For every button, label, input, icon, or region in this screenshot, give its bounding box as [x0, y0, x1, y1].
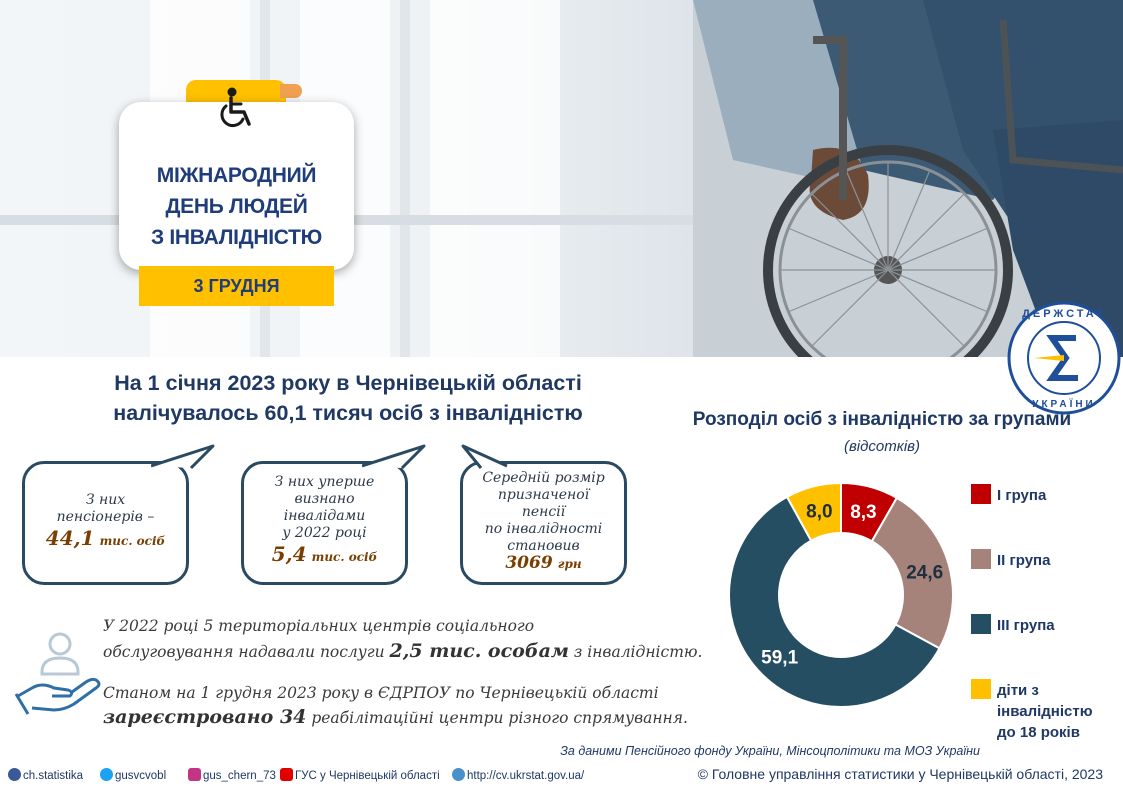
- rehab-line1: Станом на 1 грудня 2023 року в ЄДРПОУ по Чернівецькій області: [103, 684, 659, 702]
- copyright: © Головне управління статистики у Чернівецькій області, 2023: [697, 766, 1103, 782]
- twitter-link[interactable]: [100, 768, 166, 782]
- website-label: http://cv.ukrstat.gov.ua/: [467, 770, 585, 782]
- legend-label: II група: [997, 552, 1051, 569]
- centers-text: з інвалідністю.: [568, 643, 703, 661]
- window-frame: [400, 0, 410, 357]
- facebook-icon: [8, 768, 21, 781]
- rehab-value: зареєстровано 34: [103, 706, 307, 728]
- event-title-line: ДЕНЬ ЛЮДЕЙ: [165, 195, 308, 218]
- event-title-line: З ІНВАЛІДНІСТЮ: [151, 226, 322, 249]
- headline-line: На 1 січня 2023 року в Чернівецькій області: [114, 371, 582, 395]
- bubble-text: у 2022 році: [282, 525, 367, 541]
- bubble-text: З них уперше: [274, 474, 375, 490]
- youtube-link[interactable]: [280, 768, 440, 782]
- instagram-link[interactable]: [188, 768, 276, 782]
- pension-size-bubble: [460, 461, 627, 585]
- donut-slice-label: 59,1: [761, 647, 799, 669]
- wheelchair-icon: [216, 86, 258, 130]
- bubble-text: Середній розмір: [482, 470, 605, 486]
- event-title-line: МІЖНАРОДНИЙ: [156, 164, 317, 187]
- legend-label: діти з інвалідністю до 18 років: [997, 682, 1093, 741]
- window-light: [430, 0, 560, 357]
- svg-text:ДЕРЖСТАТ: ДЕРЖСТАТ: [1022, 308, 1106, 320]
- bubble-value: 5,4: [271, 542, 307, 566]
- donut-slice-label: 24,6: [906, 562, 944, 584]
- instagram-icon: [188, 768, 201, 781]
- globe-icon: [452, 768, 465, 781]
- donut-slice-label: 8,3: [850, 501, 877, 523]
- bubble-value: 44,1: [45, 526, 95, 550]
- legend-label: III група: [997, 617, 1055, 634]
- facebook-link[interactable]: [8, 768, 83, 782]
- youtube-icon: [280, 768, 293, 781]
- person-care-icon: [14, 630, 104, 720]
- twitter-label: gusvcvobl: [115, 770, 167, 782]
- centers-line2: [103, 640, 702, 662]
- donut-chart: [716, 470, 966, 720]
- source-note: За даними Пенсійного фонду України, Мінсоцполітики та МОЗ України: [560, 744, 980, 758]
- first-time-bubble: [241, 461, 408, 585]
- chart-title: Розподіл осіб з інвалідністю за групами: [692, 409, 1072, 430]
- legend-label: I група: [997, 487, 1047, 504]
- derzhstat-logo: [1006, 300, 1122, 416]
- bubble-text: по інвалідності: [484, 521, 603, 537]
- legend-swatch: [971, 614, 991, 634]
- centers-value: 2,5 тис. особам: [389, 640, 569, 662]
- instagram-label: gus_chern_73: [203, 770, 276, 782]
- event-date: 3 ГРУДНЯ: [139, 266, 334, 306]
- bubble-tail: [362, 444, 432, 470]
- rehab-line2: [103, 706, 688, 728]
- bubble-text: визнано: [294, 491, 355, 507]
- pensioners-bubble: [22, 461, 189, 585]
- bubble-text: З них: [85, 492, 126, 508]
- bubble-text: пенсіонерів –: [56, 509, 155, 525]
- rehab-text: реабілітаційні центри різного спрямування.: [306, 709, 688, 727]
- bubble-tail: [151, 444, 221, 470]
- headline: [88, 368, 608, 428]
- event-title: [119, 160, 354, 253]
- centers-text: обслуговування надавали послуги: [103, 643, 390, 661]
- youtube-label: ГУС у Чернівецькій області: [295, 770, 440, 782]
- title-icon-holder: [186, 80, 286, 142]
- bubble-text: становив: [507, 538, 580, 554]
- facebook-label: ch.statistika: [23, 770, 84, 782]
- legend-swatch: [971, 484, 991, 504]
- donut-slice-label: 8,0: [806, 501, 833, 523]
- bubble-value: 3069: [505, 553, 553, 573]
- bubble-unit: тис. осіб: [99, 534, 166, 548]
- svg-text:УКРАЇНИ: УКРАЇНИ: [1032, 399, 1096, 410]
- bubble-text: інвалідами: [283, 508, 366, 524]
- legend-swatch: [971, 549, 991, 569]
- website-link[interactable]: [452, 768, 584, 782]
- chart-subtitle: (відсотків): [843, 438, 921, 455]
- headline-line: налічувалось 60,1 тисяч осіб з інвалідністю: [113, 401, 583, 425]
- twitter-icon: [100, 768, 113, 781]
- bubble-text: призначеної: [497, 487, 590, 503]
- bubble-unit: грн: [557, 557, 582, 571]
- bubble-text: пенсії: [521, 504, 566, 520]
- centers-line1: У 2022 році 5 територіальних центрів соціального: [103, 617, 535, 635]
- legend-swatch: [971, 679, 991, 699]
- bubble-tail: [457, 444, 517, 470]
- bubble-unit: тис. осіб: [311, 550, 378, 564]
